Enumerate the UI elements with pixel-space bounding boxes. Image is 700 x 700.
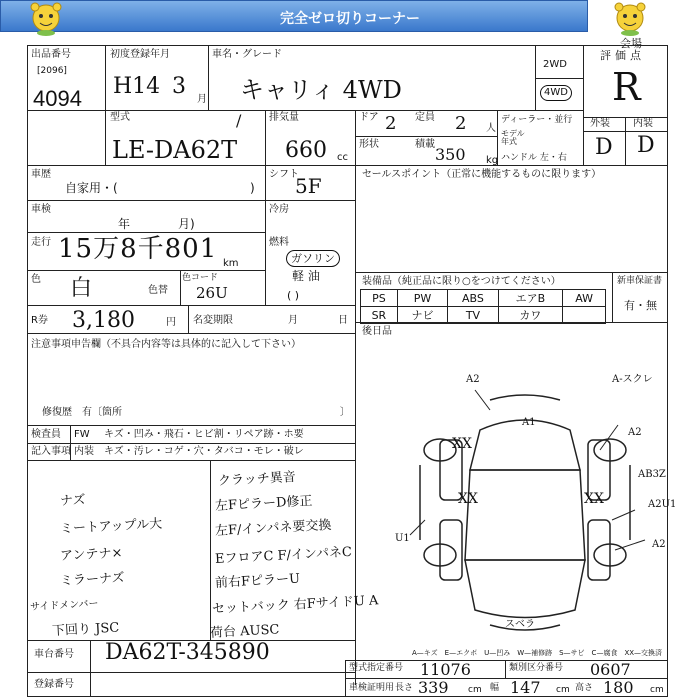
name-change-label: 名変期限 <box>193 315 233 326</box>
grade-ext-label: 外装 <box>590 118 610 129</box>
lot-number: 4094 <box>33 86 82 111</box>
name-change-month: 月 <box>288 315 298 326</box>
first-reg-month: 3 <box>172 74 186 99</box>
payload-unit: kg <box>486 155 499 166</box>
chassis-label: 車台番号 <box>34 649 74 660</box>
site-label: 会場 <box>620 37 642 50</box>
remark-right-5: セットバック 右FサイドU A <box>211 593 379 617</box>
vehicle-type-close: ) <box>250 181 255 195</box>
model-label: 型式 <box>110 112 130 123</box>
height-label: 高さ <box>575 683 594 693</box>
equip-airbag: エアB <box>498 290 563 307</box>
width-label: 幅 <box>490 683 500 693</box>
equip-abs: ABS <box>448 290 498 307</box>
diagram-mark-6: A2 <box>628 427 642 438</box>
diagram-mark-1: A-スクレ <box>612 374 653 385</box>
length-label: 長さ <box>395 683 414 693</box>
grade-int-label: 内装 <box>633 118 653 129</box>
fuel-diesel: 軽 油 <box>292 269 320 283</box>
first-reg-era: H14 <box>113 74 161 99</box>
repair-history: 修復歴 有〔箇所 <box>42 407 122 418</box>
type-no-value: 11076 <box>420 660 471 679</box>
cert-label: 車検証明用 <box>349 683 395 693</box>
entry-label: 記入事項 <box>31 446 71 457</box>
warranty-label: 新車保証書 <box>617 276 663 286</box>
width-unit: cm <box>556 685 570 695</box>
shift-value: 5F <box>295 174 322 198</box>
fuel-gasoline-circled: ガソリン <box>286 250 340 267</box>
reg-label: 登録番号 <box>34 679 74 690</box>
remark-right-4: 前右FピラーU <box>214 571 301 591</box>
displacement-label: 排気量 <box>269 112 299 123</box>
recycle-label: R券 <box>31 315 48 326</box>
back-seat-label: 後日品 <box>362 326 392 337</box>
mileage-unit: km <box>223 258 239 269</box>
payload-label: 積載 <box>415 139 435 150</box>
inspection-month: 月) <box>178 217 195 231</box>
diagram-mark-11: スベラ <box>505 619 535 630</box>
recycle-unit: 円 <box>166 317 176 328</box>
car-name-label: 車名・グレード <box>212 49 282 60</box>
header-banner <box>0 0 588 32</box>
shift-label: シフト <box>269 169 299 180</box>
remark-right-1: 左FピラーD修正 <box>214 493 313 514</box>
diagram-mark-10: U1 <box>395 533 410 544</box>
remark-left-5: 下回り JSC <box>51 620 120 639</box>
handle-label: ハンドル 左・右 <box>501 153 567 163</box>
equip-leather: カワ <box>498 307 563 324</box>
lot-sub: [2096] <box>37 66 67 76</box>
diagram-mark-7: AB3Z <box>638 469 666 480</box>
int-label: 内装 <box>74 446 94 457</box>
sales-point-label: セールスポイント（正常に機能するものに限ります） <box>362 169 602 180</box>
grade-label: 評価点 <box>600 49 645 62</box>
diagram-mark-8: A2U1 <box>648 499 677 510</box>
fuel-label: 燃料 <box>269 237 289 248</box>
inspection-label: 車検 <box>31 204 51 215</box>
remark-right-0: クラッチ異音 <box>217 469 297 489</box>
model-value: LE-DA62T <box>112 136 238 164</box>
fw-items: キズ・凹み・飛石・ヒビ割・リペア跡・ホ要 <box>104 429 304 440</box>
drive-4wd-circled: 4WD <box>540 85 572 101</box>
color-code-label: 色コード <box>182 273 219 283</box>
doors-value: 2 <box>385 113 397 134</box>
seats-value: 2 <box>455 113 467 134</box>
diagram-legend: A—キズ E—エクボ U—凹み W—補修跡 S—サビ C—腐食 XX—交換済 <box>412 649 663 657</box>
chassis-value: DA62T-345890 <box>105 640 270 665</box>
mascot-left-icon <box>26 2 66 36</box>
class-no-label: 類別区分番号 <box>509 663 564 673</box>
remark-left-4: サイドメンバー <box>29 598 99 613</box>
mascot-right-icon <box>610 2 650 36</box>
diagram-mark-9: A2 <box>652 539 666 550</box>
form-label: 形状 <box>359 139 379 150</box>
fuel-other: ( ) <box>287 289 300 302</box>
displacement-unit: cc <box>337 152 348 163</box>
fw-label: FW <box>74 429 90 440</box>
mileage-label: 走行 <box>31 237 51 248</box>
name-change-day: 日 <box>338 315 348 326</box>
remark-left-3: ミラーナズ <box>59 570 125 589</box>
grade-value: R <box>612 65 641 109</box>
equip-navi: ナビ <box>397 307 448 324</box>
lot-label: 出品番号 <box>31 49 71 60</box>
diagram-mark-2: A1 <box>522 417 536 428</box>
dealer-label: ディーラー・並行 <box>501 115 573 125</box>
equip-empty <box>563 307 606 324</box>
remark-right-3: EフロアC F/インパネC <box>214 544 353 567</box>
inspection-year: 年 <box>118 217 131 231</box>
vehicle-type-label: 車歴 <box>31 169 51 180</box>
payload-value: 350 <box>435 145 466 164</box>
color-change-label: 色替 <box>148 285 168 296</box>
diagram-mark-3: XX <box>452 436 472 452</box>
remark-left-2: アンテナ× <box>59 545 123 564</box>
equip-sr: SR <box>361 307 398 324</box>
recycle-value: 3,180 <box>72 308 135 333</box>
color-code-value: 26U <box>196 284 228 302</box>
remark-right-6: 荷台 AUSC <box>209 622 280 641</box>
class-no-value: 0607 <box>590 660 631 679</box>
height-unit: cm <box>650 685 664 695</box>
width-value: 147 <box>510 678 541 697</box>
repair-close: 〕 <box>340 407 350 418</box>
remark-left-1: ミートアップル大 <box>59 516 163 537</box>
notes-label: 注意事項申告欄（不具合内容等は具体的に記入して下さい） <box>31 339 301 350</box>
diagram-mark-4: XX <box>458 491 478 507</box>
drive-2wd: 2WD <box>543 59 567 70</box>
model-mark: / <box>236 111 242 130</box>
displacement-value: 660 <box>285 138 327 163</box>
type-no-label: 型式指定番号 <box>349 663 404 673</box>
equip-aw: AW <box>563 290 606 307</box>
grade-ext-value: D <box>595 135 613 160</box>
first-reg-month-unit: 月 <box>197 94 207 105</box>
model-year-label: モデル年式 <box>501 129 525 146</box>
aircon-label: 冷房 <box>269 204 289 215</box>
equip-tv: TV <box>448 307 498 324</box>
first-reg-label: 初度登録年月 <box>110 49 170 60</box>
height-value: 180 <box>603 678 634 697</box>
inspector-label: 検査員 <box>31 429 61 440</box>
diagram-mark-0: A2 <box>466 374 480 385</box>
diagram-mark-5: XX <box>584 491 604 507</box>
equip-pw: PW <box>397 290 448 307</box>
grade-int-value: D <box>637 133 655 158</box>
equipment-table <box>360 289 606 324</box>
color-value: 白 <box>70 276 93 301</box>
doors-label: ドア <box>359 112 379 123</box>
int-items: キズ・汚レ・コゲ・穴・タバコ・モレ・破レ <box>104 446 304 457</box>
seats-label: 定員 <box>415 112 435 123</box>
warranty-value: 有・無 <box>624 299 657 312</box>
equipment-label: 装備品（純正品に限り○をつけてください） <box>362 276 561 287</box>
remark-left-0: ナズ <box>59 492 86 509</box>
length-value: 339 <box>418 678 449 697</box>
remark-right-2: 左F/インパネ要交換 <box>214 517 332 539</box>
equip-ps: PS <box>361 290 398 307</box>
vehicle-type-value: 自家用・( <box>65 181 118 195</box>
car-damage-diagram <box>380 370 670 640</box>
color-label: 色 <box>31 274 41 285</box>
length-unit: cm <box>468 685 482 695</box>
mileage-value: 15万8千801 <box>58 234 218 264</box>
car-name-value: キャリィ 4WD <box>240 76 402 104</box>
seats-unit: 人 <box>486 123 496 134</box>
banner-title: 完全ゼロ切りコーナー <box>280 11 420 27</box>
